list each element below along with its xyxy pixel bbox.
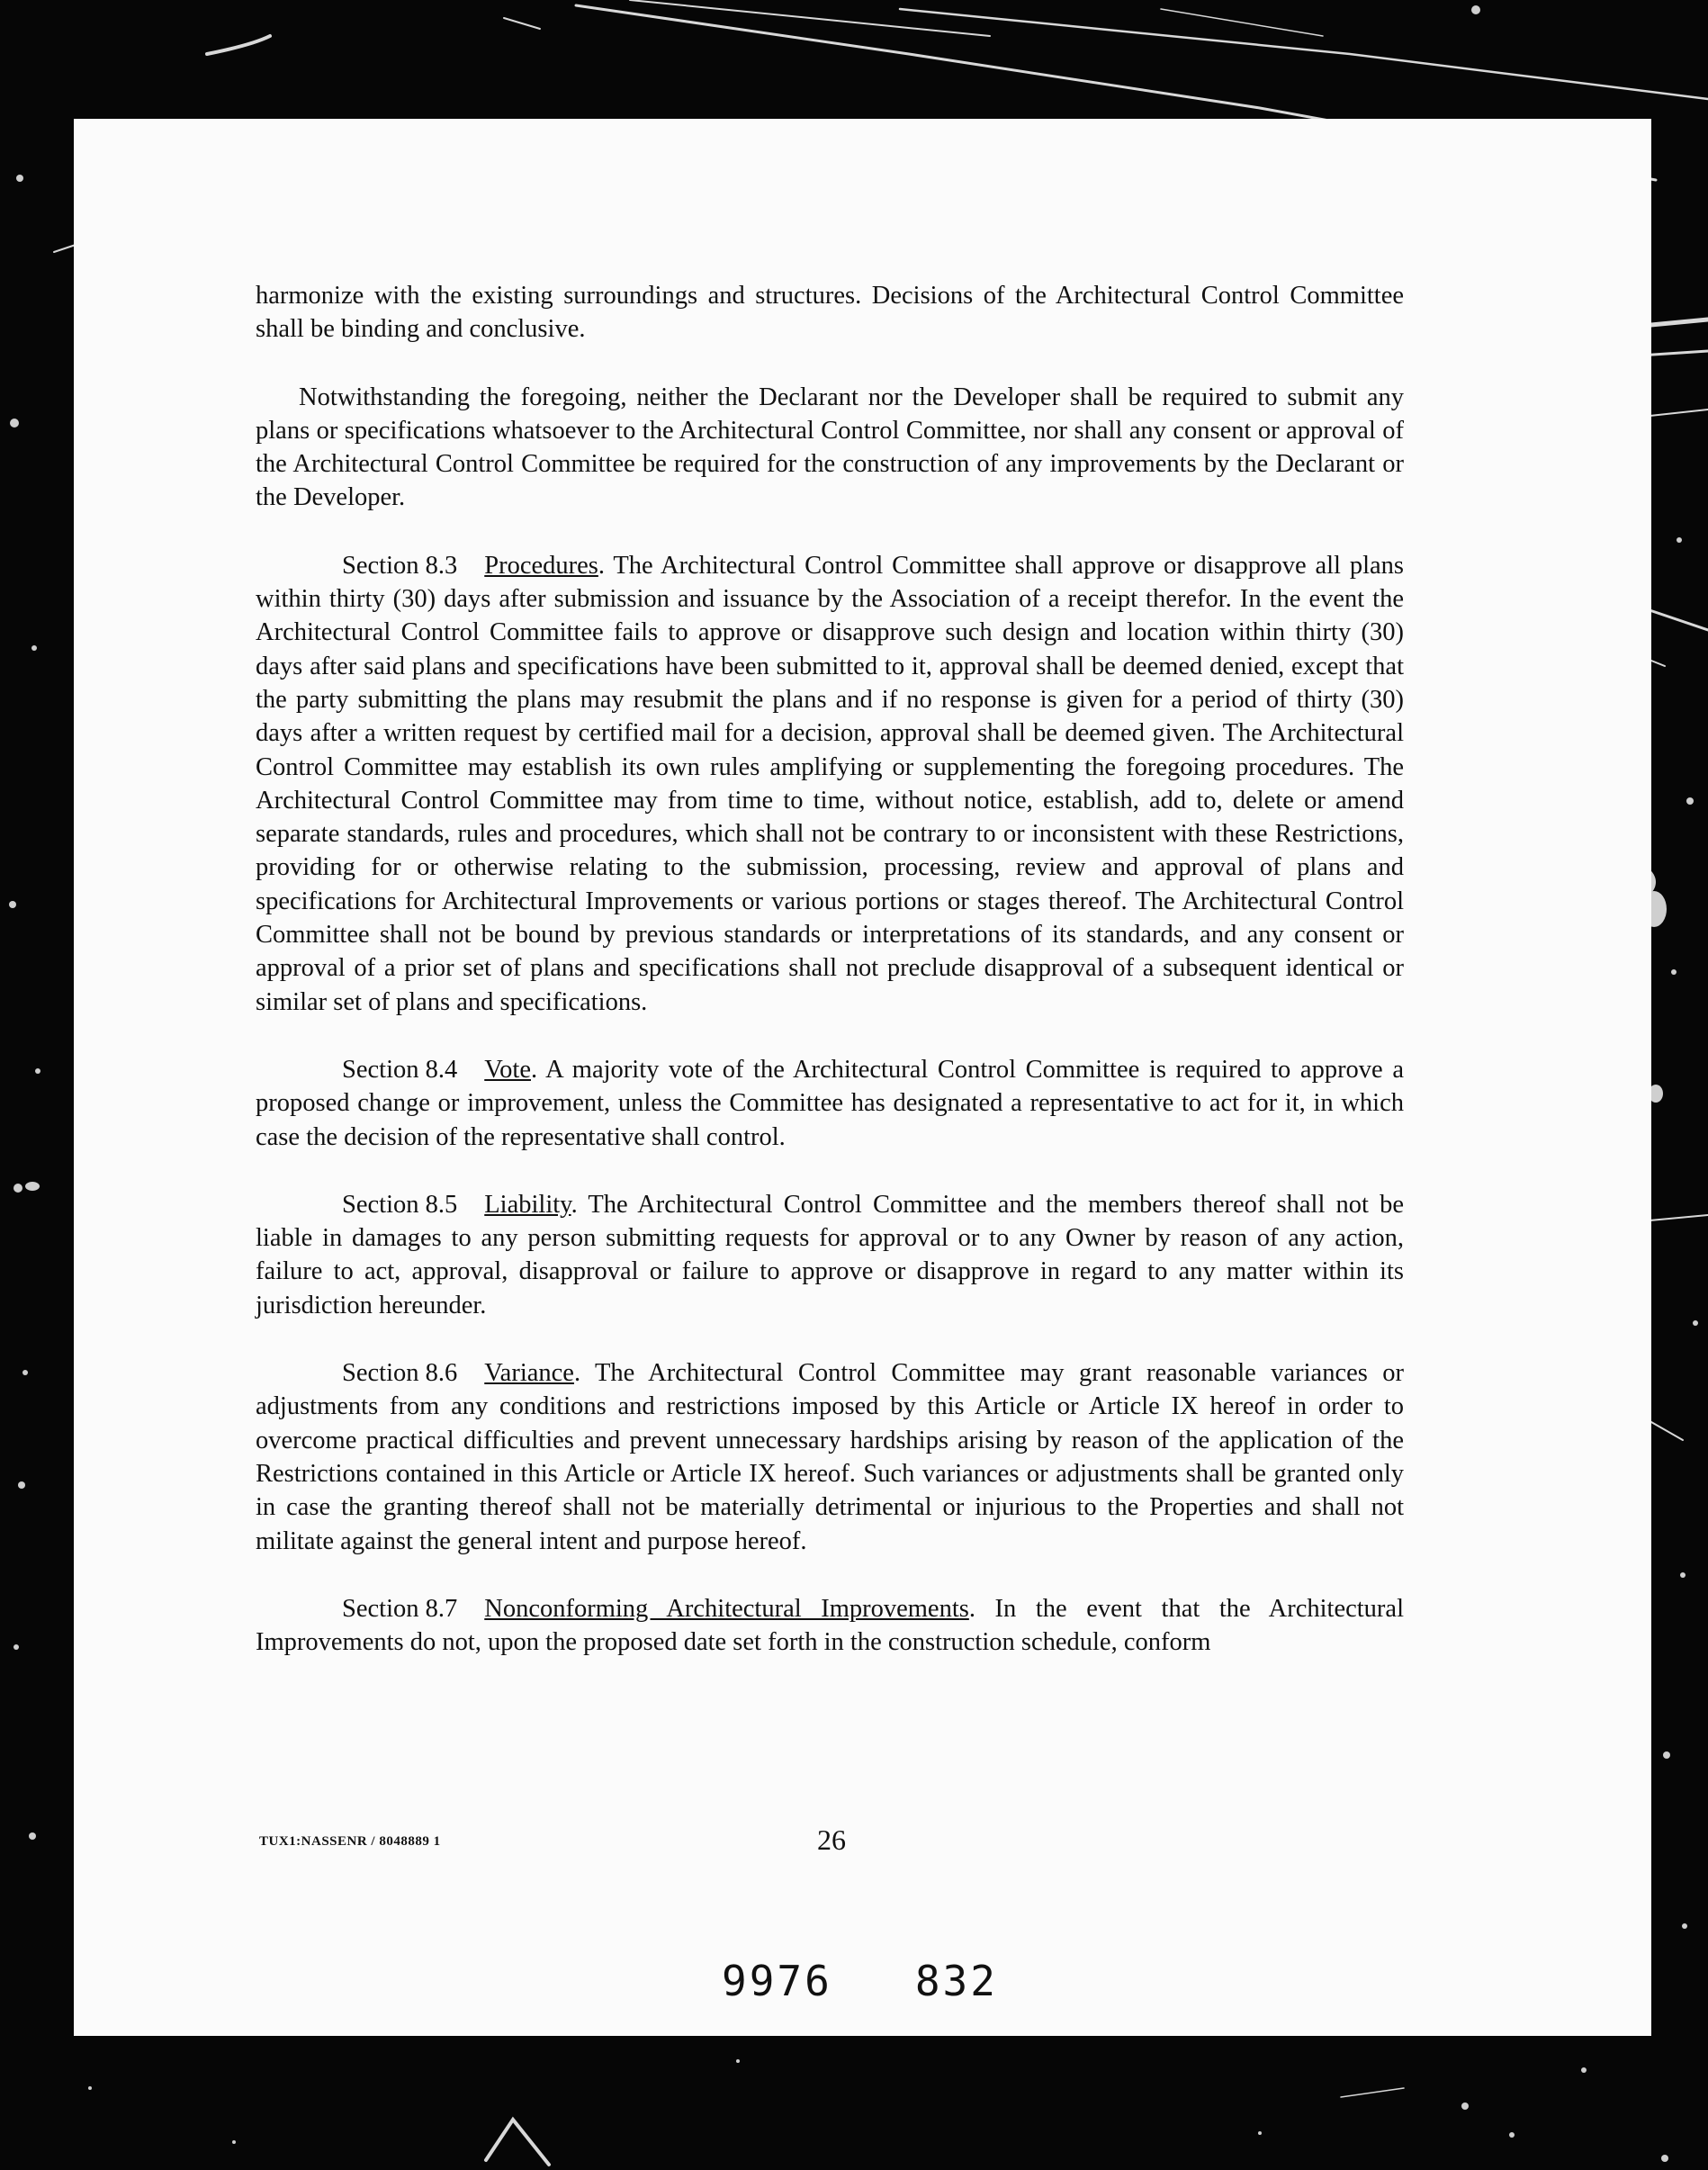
section-text: . In the event that the Architectural Improvements do not, upon the proposed date set forth in the construction schedule, conform <box>256 1594 1404 1657</box>
section-8-6 <box>256 1356 1404 1558</box>
section-number: Section 8.7 <box>342 1594 458 1623</box>
section-number: Section 8.3 <box>342 551 458 580</box>
section-number: Section 8.5 <box>342 1190 458 1219</box>
paragraph-notwithstanding <box>256 381 1404 515</box>
section-8-7 <box>256 1592 1404 1660</box>
section-8-5 <box>256 1188 1404 1322</box>
paragraph-text: harmonize with the existing surroundings and structures. Decisions of the Architectural Control Committee shall be binding and conclusive. <box>256 282 1404 344</box>
section-8-4 <box>256 1053 1404 1154</box>
recording-stamp: 9976 832 <box>722 1957 998 2005</box>
paragraph-text: Notwithstanding the foregoing, neither the Declarant nor the Developer shall be required to submit any plans or specifications whatsoever to the Architectural Control Committee, nor shall any consent or approval of the Architectural Control Committee be required for the construction of any improvements by the Declarant or the Developer. <box>256 383 1404 512</box>
document-body <box>256 279 1404 1693</box>
section-heading: Variance <box>484 1359 574 1388</box>
page-number: 26 <box>817 1823 846 1856</box>
section-heading: Nonconforming Architectural Improvements <box>484 1594 969 1623</box>
section-heading: Vote <box>484 1055 531 1084</box>
footer-file-reference: TUX1:NASSENR / 8048889 1 <box>259 1834 441 1849</box>
section-text: . The Architectural Control Committee may grant reasonable variances or adjustments from any conditions and restrictions imposed by this Article or Article IX hereof in order to overcome practical difficulties and prevent unnecessary hardships arising by reason of the application of the Restrictions contained in this Article or Article IX hereof. Such variances or adjustments shall be granted only in case the granting thereof shall not be materially detrimental or injurious to the Properties and shall not militate against the general intent and purpose hereof. <box>256 1359 1404 1555</box>
section-heading: Liability <box>484 1190 571 1219</box>
section-number: Section 8.6 <box>342 1359 458 1388</box>
section-text: . The Architectural Control Committee shall approve or disapprove all plans within thirty (30) days after submission and issuance by the Association of a receipt therefor. In the event the Architectural Control Committee fails to approve or disapprove such design and location within thirty (30) days after said plans and specifications have been submitted to it, approval shall be deemed denied, except that the party submitting the plans may resubmit the plans and if no response is given for a period of thirty (30) days after a written request by certified mail for a decision, approval shall be deemed given. The Architectural Control Committee may establish its own rules amplifying or supplementing the foregoing procedures. The Architectural Control Committee may from time to time, without notice, establish, add to, delete or amend separate standards, rules and procedures, which shall not be contrary to or inconsistent with these Restrictions, providing for or otherwise relating to the submission, processing, review and approval of plans and specifications for Architectural Improvements or various portions or stages thereof. The Architectural Control Committee shall not be bound by previous standards or interpretations of its standards, and any consent or approval of a prior set of plans and specifications shall not preclude disapproval of a subsequent identical or similar set of plans and specifications. <box>256 551 1404 1016</box>
section-text: . The Architectural Control Committee and the members thereof shall not be liable in damages to any person submitting requests for approval or to any Owner by reason of any action, failure to act, approval, disapproval or failure to approve or disapprove in regard to any matter within its jurisdiction hereunder. <box>256 1190 1404 1319</box>
section-heading: Procedures <box>484 551 598 580</box>
paragraph-continuation <box>256 279 1404 347</box>
section-8-3 <box>256 549 1404 1019</box>
section-number: Section 8.4 <box>342 1055 458 1084</box>
section-text: . A majority vote of the Architectural Control Committee is required to approve a proposed change or improvement, unless the Committee has designated a representative to act for it, in which case the decision of the representative shall control. <box>256 1055 1404 1151</box>
